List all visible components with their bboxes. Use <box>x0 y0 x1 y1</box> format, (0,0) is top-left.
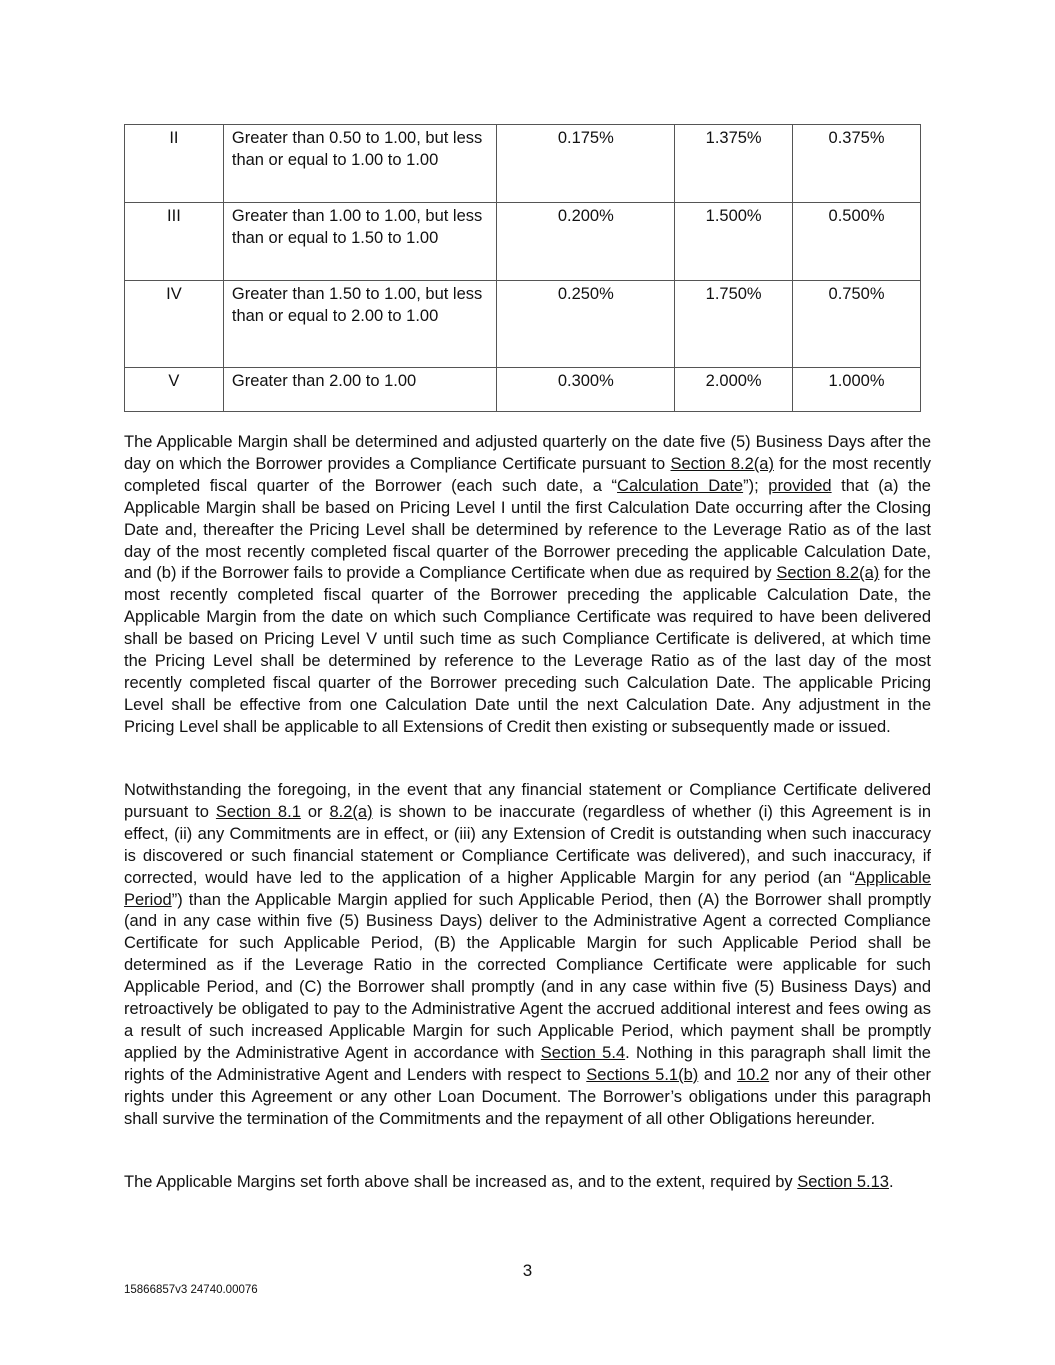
pricing-level-table <box>124 124 921 412</box>
rate-cell: 1.375% <box>675 125 793 203</box>
section-link[interactable]: Section 8.2(a) <box>776 564 880 583</box>
pricing-level-cell: III <box>125 203 224 281</box>
ratio-text: than or equal to 2.00 to 1.00 <box>231 307 439 325</box>
rate-cell: 1.750% <box>675 281 793 368</box>
ratio-text: Greater than 0.50 to 1.00, but less <box>231 129 483 147</box>
inaccuracy-paragraph: Notwithstanding the foregoing, in the event that any financial statement or Compliance Certificate delivered pursuant to Section 8.1 or 8.2(a) is shown to be inaccurate (regardless of whether (i) this Agreement is in effect, (ii) any Commitments are in effect, or (iii) any Extension of Credit is outstanding when such inaccuracy is discovered or such financial statement or Compliance Certificate was delivered), and such inaccuracy, if corrected, would have led to the application of a higher Applicable Margin for any period (an “Applicable Period”) than the Applicable Margin applied for such Applicable Period, then (A) the Borrower shall promptly (and in any case within five (5) Business Days) deliver to the Administrative Agent a corrected Compliance Certificate for such Applicable Period, (B) the Applicable Margin for such Applicable Period shall be determined as if the Leverage Ratio in the corrected Compliance Certificate were applicable for such Applicable Period, and (C) the Borrower shall promptly (and in any case within five (5) Business Days) and retroactively be obligated to pay to the Administrative Agent the accrued additional interest and fees owing as a result of such increased Applicable Margin for such Applicable Period, which payment shall be promptly applied by the Administrative Agent in accordance with Section 5.4. Nothing in this paragraph shall limit the rights of the Administrative Agent and Lenders with respect to Sections 5.1(b) and 10.2 nor any of their other rights under this Agreement or any other Loan Document. The Borrower’s obligations under this paragraph shall survive the termination of the Commitments and the repayment of all other Obligations hereunder. <box>124 781 931 1128</box>
section-link[interactable]: Section 8.1 <box>215 802 301 821</box>
page-number: 3 <box>522 1261 533 1280</box>
section-link[interactable]: Section 8.2(a) <box>670 454 774 473</box>
rate-cell: 0.175% <box>497 125 675 203</box>
rate-cell: 1.000% <box>793 368 921 412</box>
ratio-text: Greater than 1.50 to 1.00, but less <box>231 285 483 303</box>
section-link[interactable]: 10.2 <box>736 1065 770 1084</box>
table-row <box>125 203 921 281</box>
defined-term: Applicable Period <box>124 868 931 909</box>
margin-increase-paragraph: The Applicable Margins set forth above shall be increased as, and to the extent, required by Section 5.13. <box>124 1173 894 1191</box>
table-row <box>125 281 921 368</box>
rate-cell: 2.000% <box>675 368 793 412</box>
section-link[interactable]: Section 5.13 <box>797 1173 889 1191</box>
rate-cell: 0.200% <box>497 203 675 281</box>
leverage-ratio-cell <box>223 125 497 203</box>
rate-cell: 0.375% <box>793 125 921 203</box>
rate-cell: 1.500% <box>675 203 793 281</box>
table-row <box>125 368 921 412</box>
section-link[interactable]: Section 5.4 <box>540 1043 626 1062</box>
leverage-ratio-cell <box>223 203 497 281</box>
rate-cell: 0.300% <box>497 368 675 412</box>
rate-cell: 0.500% <box>793 203 921 281</box>
ratio-text: Greater than 1.00 to 1.00, but less <box>231 207 483 225</box>
pricing-level-cell: II <box>125 125 224 203</box>
pricing-level-cell: V <box>125 368 224 412</box>
ratio-text: than or equal to 1.50 to 1.00 <box>231 229 439 247</box>
rate-cell: 0.750% <box>793 281 921 368</box>
section-link[interactable]: 8.2(a) <box>329 802 373 821</box>
leverage-ratio-cell <box>223 368 497 412</box>
ratio-text: than or equal to 1.00 to 1.00 <box>231 151 439 169</box>
section-link[interactable]: Sections 5.1(b) <box>586 1065 699 1084</box>
applicable-margin-paragraph: The Applicable Margin shall be determined and adjusted quarterly on the date five (5) Business Days after the day on which the Borrower provides a Compliance Certificate pursuant to Section 8.2(a) for the most recently completed fiscal quarter of the Borrower (each such date, a “Calculation Date”); provided that (a) the Applicable Margin shall be based on Pricing Level I until the first Calculation Date occurring after the Closing Date and, thereafter the Pricing Level shall be determined by reference to the Leverage Ratio as of the last day of the most recently completed fiscal quarter of the Borrower preceding the applicable Calculation Date, and (b) if the Borrower fails to provide a Compliance Certificate when due as required by Section 8.2(a) for the most recently completed fiscal quarter of the Borrower preceding the applicable Calculation Date, the Applicable Margin from the date on which such Compliance Certificate was required to have been delivered shall be based on Pricing Level V until such time as such Compliance Certificate is delivered, at which time the Pricing Level shall be determined by reference to the Leverage Ratio as of the last day of the most recently completed fiscal quarter of the Borrower preceding such Calculation Date. The applicable Pricing Level shall be effective from one Calculation Date until the next Calculation Date. Any adjustment in the Pricing Level shall be applicable to all Extensions of Credit then existing or subsequently made or issued. <box>124 433 931 736</box>
defined-term: Calculation Date <box>617 476 744 495</box>
document-id: 15866857v3 24740.00076 <box>124 1284 258 1296</box>
ratio-text: Greater than 2.00 to 1.00 <box>231 372 417 390</box>
pricing-level-cell: IV <box>125 281 224 368</box>
table-row <box>125 125 921 203</box>
defined-term: provided <box>768 476 832 495</box>
rate-cell: 0.250% <box>497 281 675 368</box>
leverage-ratio-cell <box>223 281 497 368</box>
